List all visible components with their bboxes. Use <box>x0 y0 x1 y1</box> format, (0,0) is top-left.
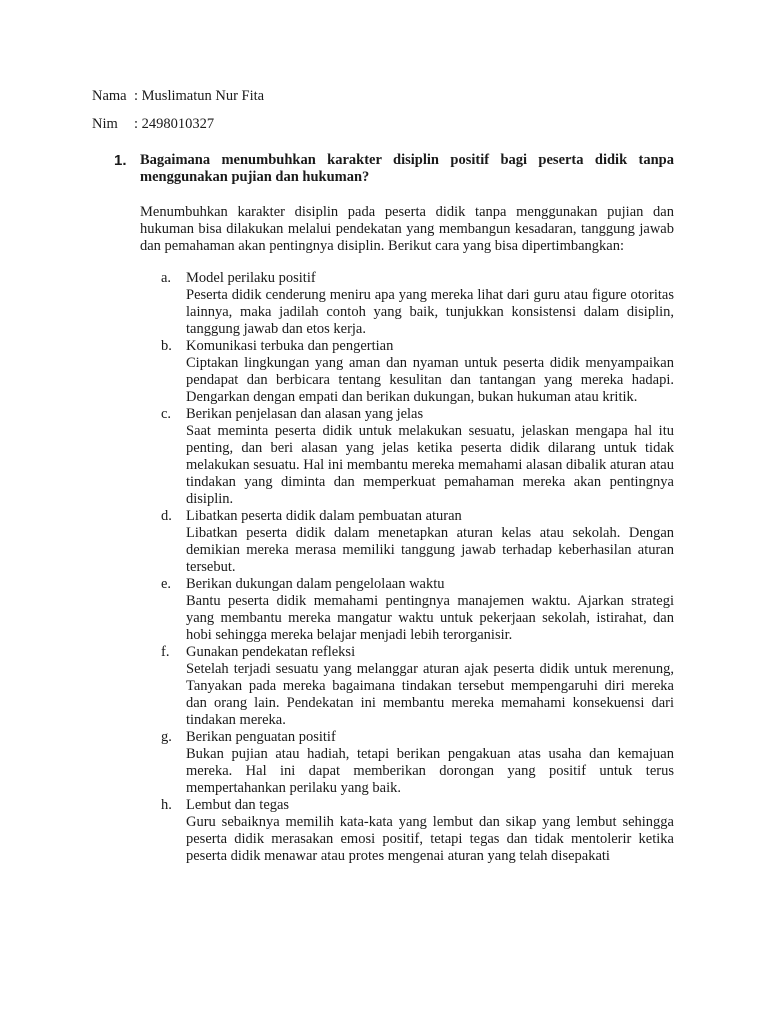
item-letter: f. <box>161 644 170 660</box>
nim-value: : 2498010327 <box>134 116 215 132</box>
nim-row <box>92 116 214 133</box>
item-body: Ciptakan lingkungan yang aman dan nyaman untuk peserta didik menyampaikan pendapat dan berbicara tentang kesulitan dan tantangan yang mereka hadapi. Dengarkan dengan empati dan berikan dukungan, bukan hukuman atau kritik. <box>186 355 674 405</box>
item-body: Bukan pujian atau hadiah, tetapi berikan pengakuan atas usaha dan kemajuan mereka. Hal ini dapat memberikan dorongan yang positif untuk terus mempertahankan perilaku yang baik. <box>186 746 674 796</box>
item-letter: e. <box>161 576 172 592</box>
answer-intro: Menumbuhkan karakter disiplin pada peserta didik tanpa menggunakan pujian dan hukuman bisa dilakukan melalui pendekatan yang membangun kesadaran, tanggung jawab dan pemahaman akan pentingnya disiplin. Berikut cara yang bisa dipertimbangkan: <box>140 204 674 254</box>
name-value: : Muslimatun Nur Fita <box>134 88 265 104</box>
name-row <box>92 88 264 105</box>
item-body: Setelah terjadi sesuatu yang melanggar aturan ajak peserta didik untuk merenung, Tanyakan pada mereka bagaimana tindakan tersebut mempengaruhi diri mereka dan orang lain. Pendekatan ini membantu mereka memahami konsekuensi dari tindakan mereka. <box>186 661 674 728</box>
question-block <box>114 152 674 186</box>
item-letter: c. <box>161 406 172 422</box>
nim-label: Nim <box>92 116 118 132</box>
item-title: Komunikasi terbuka dan pengertian <box>186 338 394 354</box>
item-letter: a. <box>161 270 172 286</box>
item-letter: d. <box>161 508 172 524</box>
item-title: Gunakan pendekatan refleksi <box>186 644 356 660</box>
answer-list <box>140 270 674 865</box>
item-title: Model perilaku positif <box>186 270 316 286</box>
item-body: Guru sebaiknya memilih kata-kata yang lembut dan sikap yang lembut sehingga peserta didik merasakan emosi positif, tetapi tegas dan tidak mentolerir ketika peserta didik menawar atau protes mengenai aturan yang telah disepakati <box>186 814 674 864</box>
item-body: Saat meminta peserta didik untuk melakukan sesuatu, jelaskan mengapa hal itu penting, dan beri alasan yang jelas ketika peserta didik dilarang untuk tidak melakukan sesuatu. Hal ini membantu mereka memahami alasan dibalik aturan atau tindakan yang diminta dan memperkuat pemahaman mereka akan pentingnya disiplin. <box>186 423 674 507</box>
list-item <box>140 644 674 729</box>
name-label: Nama <box>92 88 127 104</box>
list-item <box>140 729 674 797</box>
question-number: 1. <box>114 152 127 169</box>
item-letter: h. <box>161 797 172 813</box>
item-letter: g. <box>161 729 172 745</box>
item-body: Peserta didik cenderung meniru apa yang mereka lihat dari guru atau figure otoritas lainnya, maka jadilah contoh yang baik, tunjukkan konsistensi dalam disiplin, tanggung jawab dan etos kerja. <box>186 287 674 337</box>
item-title: Lembut dan tegas <box>186 797 290 813</box>
item-title: Berikan penjelasan dan alasan yang jelas <box>186 406 424 422</box>
list-item <box>140 797 674 865</box>
list-item <box>140 576 674 644</box>
item-body: Libatkan peserta didik dalam menetapkan aturan kelas atau sekolah. Dengan demikian mereka merasa memiliki tanggung jawab terhadap keberhasilan aturan tersebut. <box>186 525 674 575</box>
list-item <box>140 270 674 338</box>
question-text: Bagaimana menumbuhkan karakter disiplin positif bagi peserta didik tanpa menggunakan pujian dan hukuman? <box>140 152 674 185</box>
item-body: Bantu peserta didik memahami pentingnya manajemen waktu. Ajarkan strategi yang membantu mereka mangatur waktu untuk pekerjaan sekolah, istirahat, dan hobi sehingga mereka belajar menjadi lebih terorganisir. <box>186 593 674 643</box>
item-title: Berikan dukungan dalam pengelolaan waktu <box>186 576 445 592</box>
item-title: Berikan penguatan positif <box>186 729 336 745</box>
list-item <box>140 508 674 576</box>
item-letter: b. <box>161 338 172 354</box>
list-item <box>140 406 674 508</box>
list-item <box>140 338 674 406</box>
item-title: Libatkan peserta didik dalam pembuatan aturan <box>186 508 462 524</box>
